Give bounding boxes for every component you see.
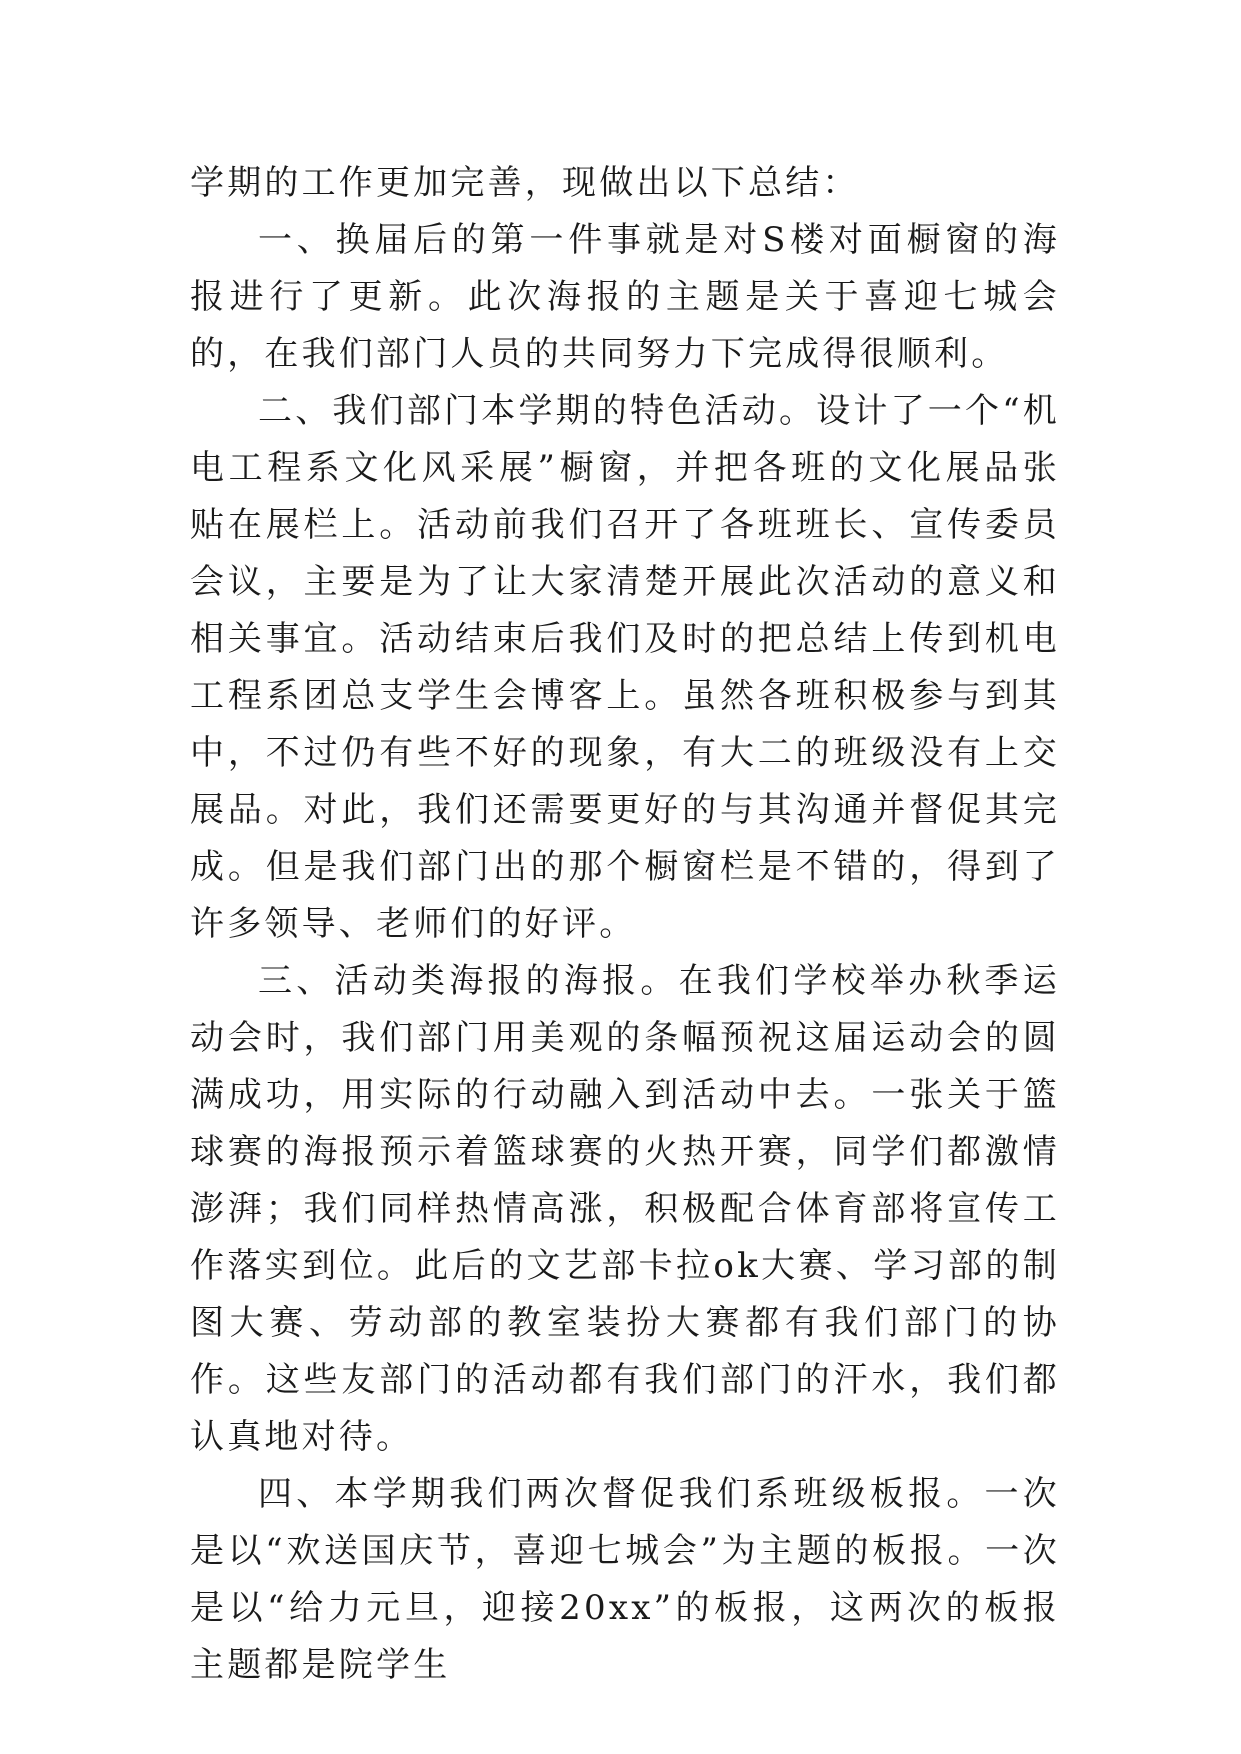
paragraph-item-3: 三、活动类海报的海报。在我们学校举办秋季运动会时，我们部门用美观的条幅预祝这届运动会的圆满成功，用实际的行动融入到活动中去。一张关于篮球赛的海报预示着篮球赛的火热开赛，同学们都激情澎湃；我们同样热情高涨，积极配合体育部将宣传工作落实到位。此后的文艺部卡拉ok大赛、学习部的制图大赛、劳动部的教室装扮大赛都有我们部门的协作。这些友部门的活动都有我们部门的汗水，我们都认真地对待。 — [190, 961, 1060, 1457]
paragraph-item-4: 四、本学期我们两次督促我们系班级板报。一次是以“欢送国庆节，喜迎七城会”为主题的板报。一次是以“给力元旦，迎接20xx”的板报，这两次的板报主题都是院学生 — [190, 1474, 1060, 1685]
document-page — [190, 155, 1060, 1694]
paragraph-item-2: 二、我们部门本学期的特色活动。设计了一个“机电工程系文化风采展”橱窗，并把各班的文化展品张贴在展栏上。活动前我们召开了各班班长、宣传委员会议，主要是为了让大家清楚开展此次活动的意义和相关事宜。活动结束后我们及时的把总结上传到机电工程系团总支学生会博客上。虽然各班积极参与到其中，不过仍有些不好的现象，有大二的班级没有上交展品。对此，我们还需要更好的与其沟通并督促其完成。但是我们部门出的那个橱窗栏是不错的，得到了许多领导、老师们的好评。 — [190, 391, 1060, 944]
paragraph-item-1: 一、换届后的第一件事就是对S楼对面橱窗的海报进行了更新。此次海报的主题是关于喜迎七城会的，在我们部门人员的共同努力下完成得很顺利。 — [190, 220, 1060, 374]
paragraph-intro: 学期的工作更加完善，现做出以下总结： — [190, 163, 860, 203]
